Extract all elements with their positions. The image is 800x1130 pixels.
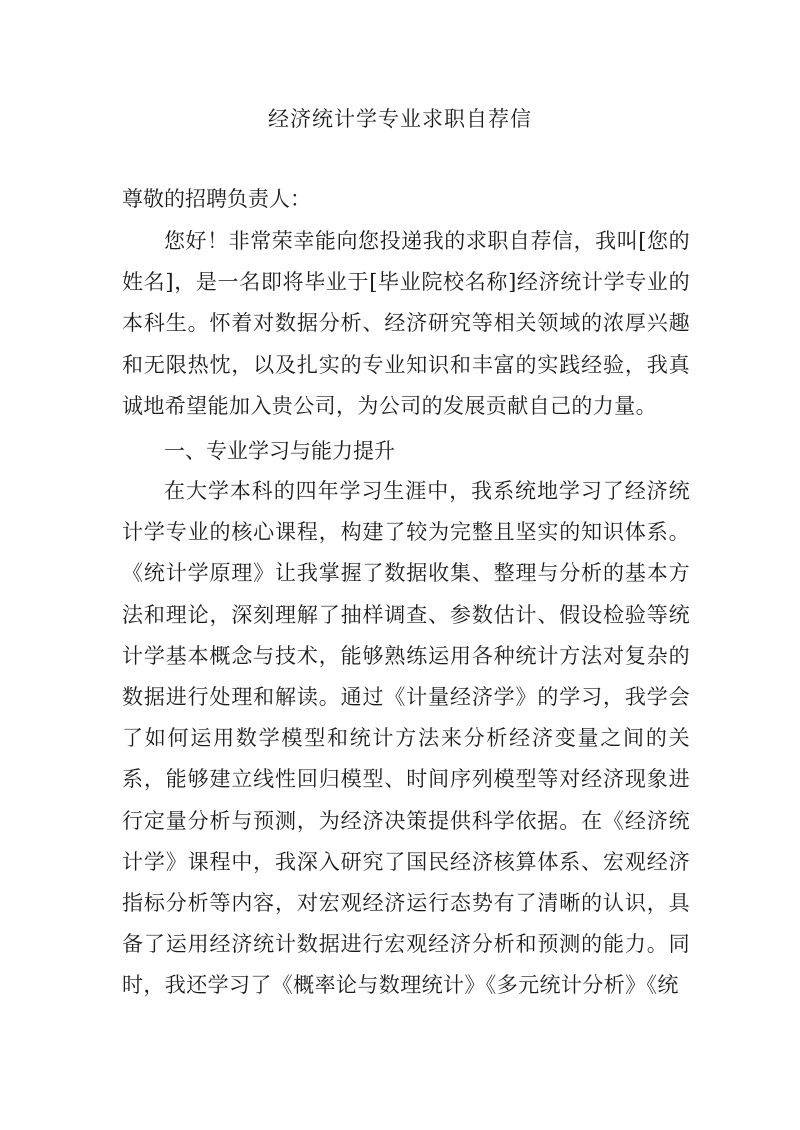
document-title: 经济统计学专业求职自荐信 <box>268 107 532 131</box>
paragraph-intro: 您好！非常荣幸能向您投递我的求职自荐信，我叫[您的姓名]，是一名即将毕业于[毕业院校名称]经济统计学专业的本科生。怀着对数据分析、经济研究等相关领域的浓厚兴趣和无限热忱，以及扎实的专业知识和丰富的实践经验，我真诚地希望能加入贵公司，为公司的发展贡献自己的力量。 <box>122 229 690 418</box>
section-heading: 一、专业学习与能力提升 <box>164 439 395 463</box>
salutation: 尊敬的招聘负责人： <box>122 187 311 211</box>
paragraph-study: 在大学本科的四年学习生涯中，我系统地学习了经济统计学专业的核心课程，构建了较为完整且坚实的知识体系。《统计学原理》让我掌握了数据收集、整理与分析的基本方法和理论，深刻理解了抽样调查、参数估计、假设检验等统计学基本概念与技术，能够熟练运用各种统计方法对复杂的数据进行处理和解读。通过《计量经济学》的学习，我学会了如何运用数学模型和统计方法来分析经济变量之间的关系，能够建立线性回归模型、时间序列模型等对经济现象进行定量分析与预测，为经济决策提供科学依据。在《经济统计学》课程中，我深入研究了国民经济核算体系、宏观经济指标分析等内容，对宏观经济运行态势有了清晰的认识，具备了运用经济统计数据进行宏观经济分析和预测的能力。同时，我还学习了《概率论与数理统计》《多元统计分析》《统 <box>122 479 690 998</box>
